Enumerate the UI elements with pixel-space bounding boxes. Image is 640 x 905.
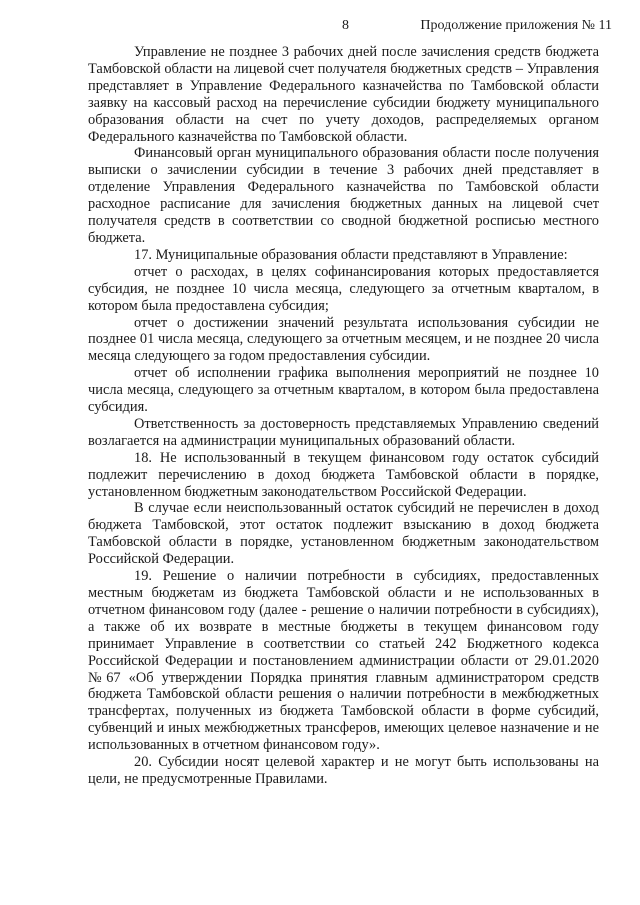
paragraph-recovery: В случае если неиспользованный остаток субсидий не перечислен в доход бюджета Тамбовской, этот остаток подлежит взысканию в доход бюджета Тамбовской области в порядке, установленном бюджетным законодательством Российской Федерации. [88,500,599,568]
paragraph-expense-report: отчет о расходах, в целях софинансирования которых предоставляется субсидия, не позднее 10 числа месяца, следующего за отчетным кварталом, в котором была предоставлена субсидия; [88,263,599,314]
paragraph-clause-18: 18. Не использованный в текущем финансовом году остаток субсидий подлежит перечислению в доход бюджета Тамбовской области в порядке, установленном бюджетным законодательством Российской Федерации. [88,449,599,500]
paragraph-treasury-request: Управление не позднее 3 рабочих дней после зачисления средств бюджета Тамбовской области на лицевой счет получателя бюджетных средств – Управления представляет в Управление Федерального казначейства по Тамбовской области заявку на кассовый расход на перечисление субсидии бюджету муниципального образования области на счет по учету доходов, распределяемых органом Федерального казначейства по Тамбовской области. [88,44,599,145]
paragraph-schedule-report: отчет об исполнении графика выполнения мероприятий не позднее 10 числа месяца, следующего за отчетным кварталом, в котором была предоставлена субсидия. [88,365,599,416]
paragraph-clause-20: 20. Субсидии носят целевой характер и не могут быть использованы на цели, не предусмотренные Правилами. [88,754,599,787]
paragraph-clause-19: 19. Решение о наличии потребности в субсидиях, предоставленных местным бюджетам из бюджета Тамбовской области и не использованных в отчетном финансовом году (далее - решение о наличии потребности в субсидиях), а также об их возврате в местные бюджеты в текущем финансовом году принимает Управление в соответствии со статьей 242 Бюджетного кодекса Российской Федерации и постановлением администрации области от 29.01.2020 №67 «Об утверждении Порядка принятия главным администратором средств бюджета Тамбовской области решения о наличии потребности в межбюджетных трансфертах, полученных из бюджета Тамбовской области в форме субсидий, субвенций и иных межбюджетных трансферов, имеющих целевое назначение и не использованных в отчетном финансовом году». [88,568,599,754]
header-note: Продолжение приложения № 11 [420,18,612,33]
paragraph-clause-17: 17. Муниципальные образования области представляют в Управление: [134,246,568,263]
paragraph-result-report: отчет о достижении значений результата использования субсидии не позднее 01 числа месяца, следующего за отчетным месяцем, и не позднее 20 числа месяца следующего за годом предоставления субсидии. [88,314,599,365]
paragraph-responsibility: Ответственность за достоверность представляемых Управлению сведений возлагается на администрации муниципальных образований области. [88,415,599,449]
document-body [88,44,599,788]
page-number: 8 [342,18,349,33]
paragraph-financial-body: Финансовый орган муниципального образования области после получения выписки о зачислении субсидии в течение 3 рабочих дней представляет в отделение Управления Федерального казначейства по Тамбовской области расходное расписание для зачисления бюджетных данных на лицевой счет получателя средств в соответствии со сводной бюджетной росписью местного бюджета. [88,145,599,246]
